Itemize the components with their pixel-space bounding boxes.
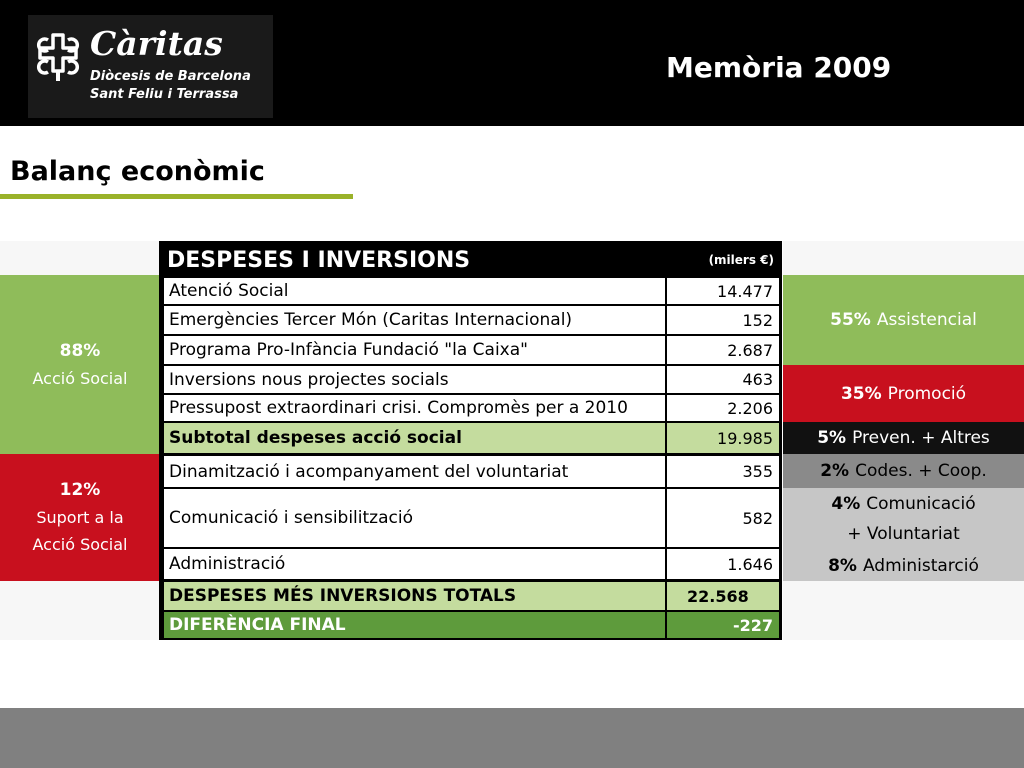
- breakdown-codes-label: Codes. + Coop.: [855, 461, 987, 481]
- breakdown-administracio-label: Administarció: [862, 555, 979, 576]
- right-strip-bottom: [783, 581, 1024, 640]
- row-label: Emergències Tercer Món (Caritas Internacional): [164, 306, 665, 334]
- row-value: 355: [667, 456, 779, 487]
- row-value: 2.687: [667, 336, 779, 364]
- band-suport-label-line2: Acció Social: [32, 535, 128, 554]
- table-title: DESPESES I INVERSIONS: [167, 247, 471, 273]
- row-label: Dinamització i acompanyament del voluntariat: [164, 456, 665, 487]
- difference-label: DIFERÈNCIA FINAL: [164, 612, 665, 638]
- row-label: Programa Pro-Infància Fundació "la Caixa": [164, 336, 665, 364]
- row-label: Administració: [164, 549, 665, 579]
- footer-bar: [0, 708, 1024, 768]
- breakdown-prevencio-pct: 5%: [817, 428, 847, 448]
- breakdown-assistencial: [783, 275, 1024, 365]
- total-label: DESPESES MÉS INVERSIONS TOTALS: [164, 582, 665, 610]
- band-suport-label-line1: Suport a la: [36, 508, 124, 527]
- row-value: 1.646: [667, 549, 779, 579]
- band-accio-social-pct: 88%: [59, 340, 101, 361]
- breakdown-prevencio-label: Preven. + Altres: [852, 428, 990, 448]
- document-title: Memòria 2009: [666, 51, 892, 84]
- breakdown-comunicacio: [783, 488, 1024, 550]
- table-unit: (milers €): [708, 253, 774, 267]
- breakdown-assistencial-pct: 55%: [830, 310, 871, 330]
- breakdown-comunicacio-label2: + Voluntariat: [847, 524, 960, 544]
- row-label: Pressupost extraordinari crisi. Compromès per a 2010: [164, 395, 665, 421]
- logo-subtitle-line1: Diòcesis de Barcelona: [90, 69, 251, 84]
- total-value: 22.568: [667, 582, 779, 610]
- band-accio-social: [0, 275, 160, 454]
- row-value: 14.477: [667, 278, 779, 304]
- row-label: Inversions nous projectes socials: [164, 366, 665, 393]
- breakdown-prevencio: [783, 422, 1024, 454]
- breakdown-codes-pct: 2%: [820, 461, 850, 481]
- title-underline: [0, 194, 353, 199]
- breakdown-promocio: [783, 365, 1024, 422]
- breakdown-administracio-pct: 8%: [828, 555, 857, 576]
- logo-subtitle-line2: Sant Feliu i Terrassa: [90, 87, 239, 102]
- breakdown-comunicacio-pct: 4%: [831, 494, 861, 514]
- row-label: Comunicació i sensibilització: [164, 489, 665, 547]
- row-value: 463: [667, 366, 779, 393]
- breakdown-administracio: [783, 550, 1024, 581]
- section-title: Balanç econòmic: [10, 156, 265, 187]
- row-value: 152: [667, 306, 779, 334]
- band-suport-pct: 12%: [59, 480, 101, 500]
- row-value: 582: [667, 489, 779, 547]
- expenses-table: [159, 241, 782, 640]
- band-suport-accio-social: [0, 454, 160, 581]
- header-bar: [0, 0, 1024, 126]
- right-strip-top: [783, 241, 1024, 275]
- left-strip-top: [0, 241, 160, 275]
- band-accio-social-label: Acció Social: [32, 368, 128, 388]
- row-label: Atenció Social: [164, 278, 665, 304]
- breakdown-assistencial-label: Assistencial: [876, 310, 977, 330]
- breakdown-promocio-pct: 35%: [840, 383, 882, 404]
- subtotal-label: Subtotal despeses acció social: [164, 423, 665, 453]
- breakdown-codes-coop: [783, 454, 1024, 488]
- logo-name: Càritas: [90, 24, 223, 63]
- breakdown-promocio-label: Promoció: [887, 383, 967, 404]
- row-value: 2.206: [667, 395, 779, 421]
- subtotal-value: 19.985: [667, 423, 779, 453]
- caritas-cross-icon: [32, 31, 84, 83]
- breakdown-comunicacio-label: Comunicació: [866, 494, 976, 514]
- caritas-logo[interactable]: [28, 15, 273, 118]
- difference-value: -227: [667, 612, 779, 638]
- left-strip-bottom: [0, 581, 160, 640]
